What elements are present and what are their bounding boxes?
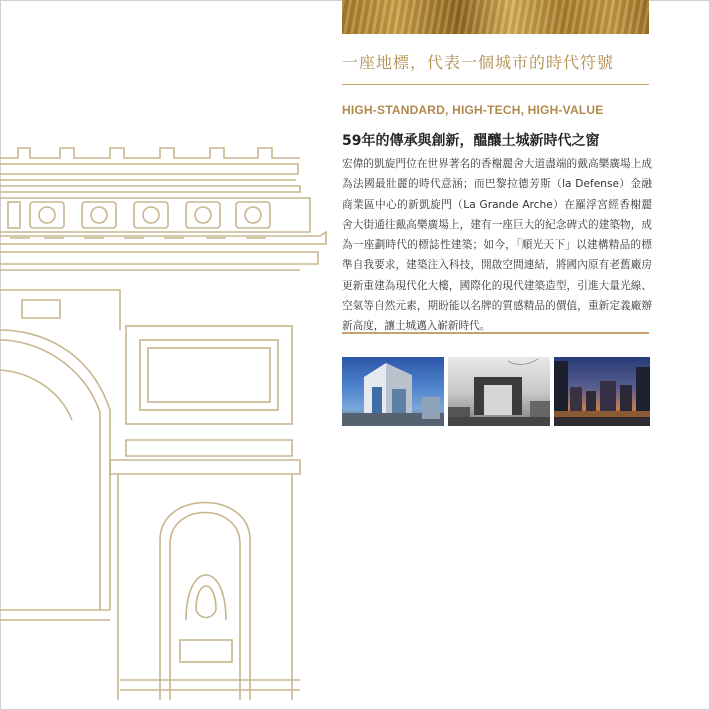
grande-arche-photo-bw [448,357,550,426]
grande-arche-photo-blue-sky [342,357,444,426]
gold-texture-banner [342,0,649,34]
arc-de-triomphe-illustration [0,140,330,710]
section-title: 59年的傳承與創新，醞釀土城新時代之窗 [342,133,600,149]
subheading: HIGH-STANDARD, HIGH-TECH, HIGH-VALUE [342,103,604,117]
headline: 一座地標，代表一個城市的時代符號 [342,53,615,72]
body-text: 宏偉的凱旋門位在世界著名的香榭麗舍大道盡端的戴高樂廣場上成為法國最壯麗的時代意涵；而巴黎拉德芳斯（la Defense）金融商業區中心的新凱旋門（La Grande Arche）在羅浮宮經香榭麗舍大街通往戴高樂廣場上，建有一座巨大的紀念碑式的建築物，成為一座劃時代的標誌性建築；如今，「順光天下」以建構精品的標準自我要求，建築注入科技，開啟空間連結，將國內原有老舊廠房更新重建為現代化大樓，國際化的現代建築造型，引進大量光線、空氣等自然元素，期盼能以名牌的質感精品的價值，重新定義廠辦新高度，讓土城邁入嶄新時代。 [342,158,652,333]
divider-bottom [342,332,649,334]
la-defense-night-skyline-photo [554,357,650,426]
divider [342,84,649,85]
